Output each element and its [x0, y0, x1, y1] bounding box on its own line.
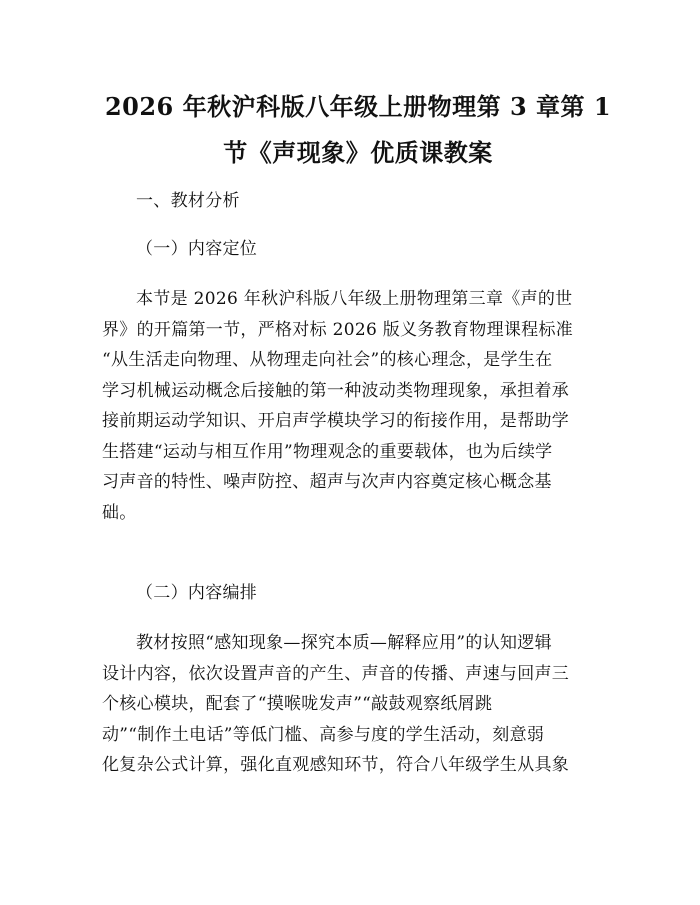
paragraph-line: 化复杂公式计算，强化直观感知环节，符合八年级学生从具象 — [102, 755, 570, 775]
paragraph-line: 动”“制作土电话”等低门槛、高参与度的学生活动，刻意弱 — [102, 724, 545, 745]
title-line-2: 节《声现象》优质课教案 — [223, 138, 493, 167]
paragraph-line: 生搭建“运动与相互作用”物理观念的重要载体，也为后续学 — [102, 441, 553, 462]
paragraph-line: 础。 — [102, 502, 137, 523]
paragraph-line: 习声音的特性、噪声防控、超声与次声内容奠定核心概念基 — [102, 472, 552, 492]
paragraph-line: 本节是 2026 年秋沪科版八年级上册物理第三章《声的世 — [136, 289, 573, 309]
paragraph-content-arrangement — [102, 628, 614, 781]
paragraph-line: “从生活走向物理、从物理走向社会”的核心理念，是学生在 — [102, 350, 553, 370]
paragraph-line: 设计内容，依次设置声音的产生、声音的传播、声速与回声三 — [102, 663, 570, 684]
title-line-1: 2026 年秋沪科版八年级上册物理第 3 章第 1 — [104, 92, 612, 121]
paragraph-content-positioning — [102, 284, 614, 528]
paragraph-line: 学习机械运动概念后接触的第一种波动类物理现象，承担着承 — [102, 380, 570, 401]
paragraph-line: 个核心模块，配套了“摸喉咙发声”“敲鼓观察纸屑跳 — [102, 694, 493, 714]
paragraph-line: 教材按照“感知现象—探究本质—解释应用”的认知逻辑 — [136, 633, 552, 653]
document-title — [102, 84, 614, 176]
section-heading-teaching-material-analysis: 一、教材分析 — [136, 191, 240, 211]
paragraph-line: 接前期运动学知识、开启声学模块学习的衔接作用，是帮助学 — [102, 411, 570, 431]
paragraph-line: 界》的开篇第一节，严格对标 2026 版义务教育物理课程标准 — [102, 319, 574, 340]
subsection-heading-content-positioning: （一）内容定位 — [136, 239, 258, 259]
subsection-heading-content-arrangement: （二）内容编排 — [136, 583, 258, 603]
